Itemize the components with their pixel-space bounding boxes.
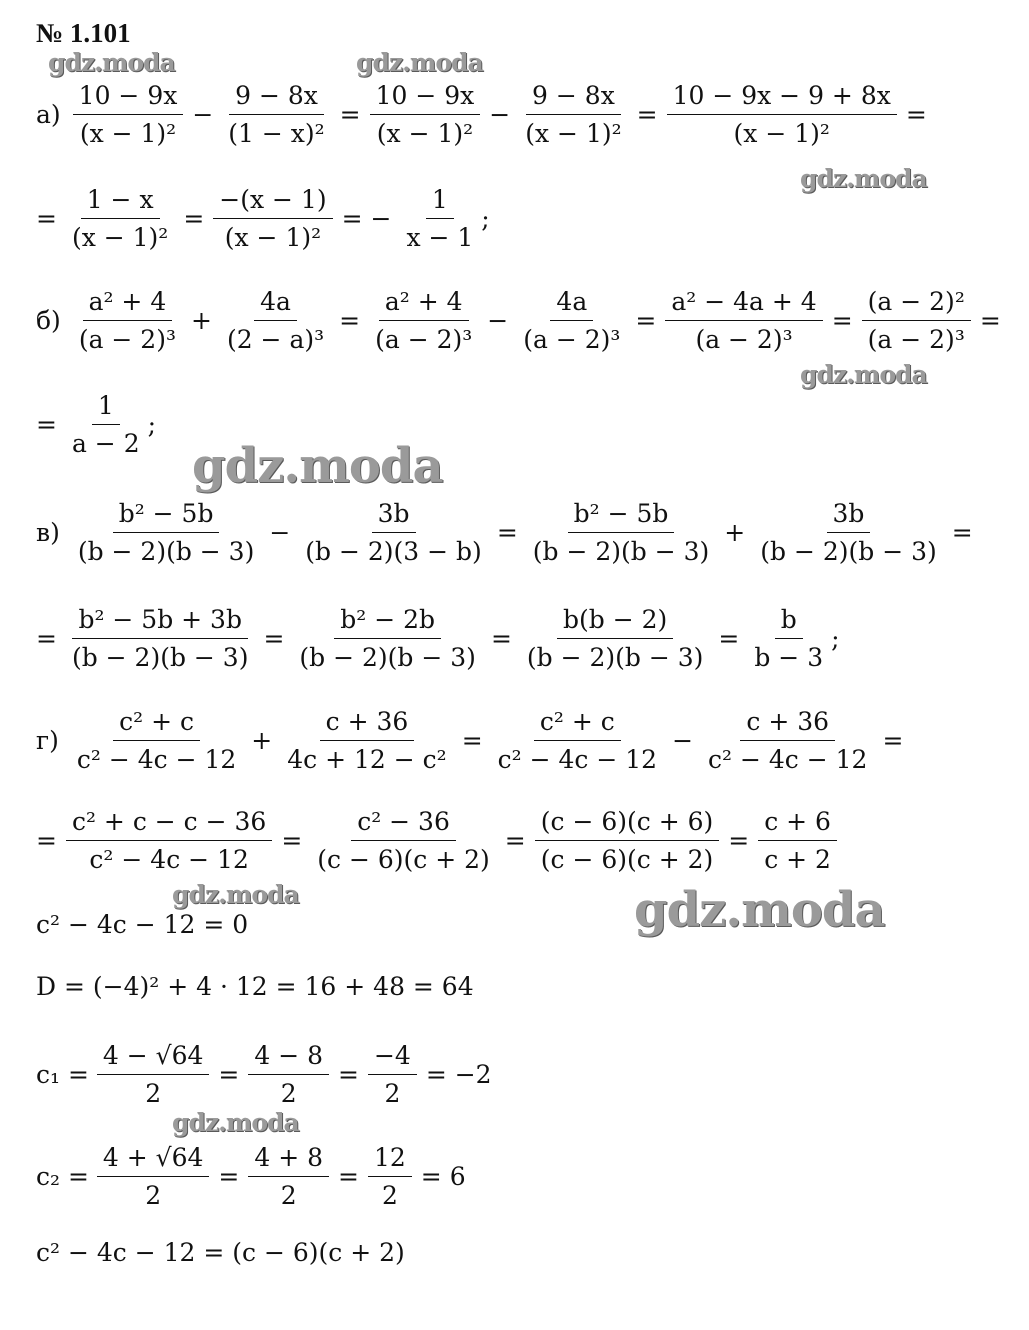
watermark: gdz.moda <box>192 438 443 494</box>
watermark: gdz.moda <box>172 1108 299 1137</box>
fraction: $\frac{c + 6}{c + 2}$ <box>758 806 837 876</box>
fraction: $\frac{3b}{(b - 2)(3 - b)}$ <box>305 499 482 567</box>
fraction: $\frac{3b}{(b - 2)(b - 3)}$ <box>760 499 937 567</box>
watermark: gdz.moda <box>800 164 927 193</box>
fraction: $\frac{10 - 9x - 9 + 8x}{\text{(x − 1)²}}$ <box>667 80 897 150</box>
watermark: gdz.moda <box>172 880 299 909</box>
fraction: $\frac{\text{b² − 2b}}{(b - 2)(b - 3)}$ <box>299 605 476 673</box>
fraction: $\frac{4a}{\text{(2 − a)³}}$ <box>226 287 325 355</box>
fraction: $\frac{\text{b² − 5b + 3b}}{(b - 2)(b - 3)}$ <box>71 605 249 673</box>
part-v-line-2: = $\frac{\text{b² − 5b + 3b}}{(b - 2)(b - 3)}$ = $\frac{\text{b² − 2b}}{(b - 2)(b - 3)}$ = $\frac{b(b - 2)}{(b - 2)(b - 3)}$ = $\frac{b}{b - 3}$ ; <box>36 605 840 673</box>
fraction: $\frac{10 - 9x}{\text{(x − 1)²}}$ <box>370 80 481 150</box>
discriminant: D = (−4)² + 4 · 12 = 16 + 48 = 64 <box>36 972 474 1001</box>
fraction: $\frac{\text{b² − 5b}}{(b - 2)(b - 3)}$ <box>77 499 255 567</box>
fraction: $\frac{\text{c² − 36}}{(c - 6)(c + 2)}$ <box>317 807 490 875</box>
fraction: $\frac{c + 36}{\text{c² − 4c − 12}}$ <box>708 707 868 775</box>
fraction: $\frac{\text{c² + c}}{\text{c² − 4c − 12}}$ <box>76 707 237 775</box>
fraction: $\frac{4 - 8}{2}$ <box>248 1040 329 1110</box>
fraction: $\frac{10 - 9x}{\text{(x − 1)²}}$ <box>73 80 184 150</box>
fraction: $\frac{\text{b² − 5b}}{(b - 2)(b - 3)}$ <box>532 499 710 567</box>
watermark: gdz.moda <box>48 48 175 77</box>
part-a-line-2: = $\frac{1 - x}{\text{(x − 1)²}}$ = $\frac{-(x - 1)}{\text{(x − 1)²}}$ = − $\frac{1}{x - 1}$ ; <box>36 185 490 253</box>
fraction: $\frac{-4}{2}$ <box>368 1040 417 1110</box>
problem-number: № 1.101 <box>36 18 131 48</box>
fraction: $\frac{4a}{\text{(a − 2)³}}$ <box>523 287 621 355</box>
fraction: $\frac{(c - 6)(c + 6)}{(c - 6)(c + 2)}$ <box>535 806 720 876</box>
fraction: $\frac{c + 36}{\text{4c + 12 − c²}}$ <box>287 707 447 775</box>
fraction: $\frac{1}{x - 1}$ <box>406 185 474 253</box>
fraction: $\frac{12}{2}$ <box>368 1142 412 1212</box>
fraction: $\frac{b(b - 2)}{(b - 2)(b - 3)}$ <box>526 605 704 673</box>
part-b-line-1: б) $\frac{\text{a² + 4}}{\text{(a − 2)³}}$ + $\frac{4a}{\text{(2 − a)³}}$ = $\frac{\text{a² + 4}}{\text{(a − 2)³}}$ − $\frac{4a}{\text{(a − 2)³}}$ = $\frac{\text{a² − 4a + 4}}{\text{(a − 2)³}}$ = $\frac{\text{(a − 2)²}}{\text{(a − 2)³}}$ = <box>36 287 1001 355</box>
fraction: $\frac{\text{a² + 4}}{\text{(a − 2)³}}$ <box>78 287 176 355</box>
watermark: gdz.moda <box>356 48 483 77</box>
fraction: $\frac{4 + 8}{2}$ <box>248 1142 329 1212</box>
fraction: $\frac{\text{a² + 4}}{\text{(a − 2)³}}$ <box>375 287 473 355</box>
fraction: $\frac{b}{b - 3}$ <box>754 605 824 673</box>
fraction: $\frac{\text{c² + c − c − 36}}{\text{c² − 4c − 12}}$ <box>66 806 272 876</box>
part-label: б) <box>36 306 61 336</box>
root-c1: c₁ = $\frac{4 - √64}{2}$ = $\frac{4 - 8}{2}$ = $\frac{-4}{2}$ = −2 <box>36 1041 492 1109</box>
quadratic-equation: c² − 4c − 12 = 0 <box>36 910 249 939</box>
fraction: $\frac{\text{c² + c}}{\text{c² − 4c − 12}}$ <box>497 707 658 775</box>
part-g-line-2: = $\frac{\text{c² + c − c − 36}}{\text{c² − 4c − 12}}$ = $\frac{\text{c² − 36}}{(c - 6)(c + 2)}$ = $\frac{(c - 6)(c + 6)}{(c - 6)(c + 2)}$ = $\frac{c + 6}{c + 2}$ <box>36 806 839 876</box>
fraction: $\frac{1 - x}{\text{(x − 1)²}}$ <box>71 185 169 253</box>
fraction: $\frac{1}{a - 2}$ <box>71 391 140 459</box>
watermark: gdz.moda <box>800 360 927 389</box>
part-v-line-1: в) $\frac{\text{b² − 5b}}{(b - 2)(b - 3)}$ − $\frac{3b}{(b - 2)(3 - b)}$ = $\frac{\text{b² − 5b}}{(b - 2)(b - 3)}$ + $\frac{3b}{(b - 2)(b - 3)}$ = <box>36 499 973 567</box>
part-a-line-1: а) $\frac{10 - 9x}{\text{(x − 1)²}}$ − $\frac{9 - 8x}{\text{(1 − x)²}}$ = $\frac{10 - 9x}{\text{(x − 1)²}}$ − $\frac{9 - 8x}{\text{(x − 1)²}}$ = $\frac{10 - 9x - 9 + 8x}{\text{(x − 1)²}}$ = <box>36 81 927 149</box>
fraction: $\frac{9 - 8x}{\text{(1 − x)²}}$ <box>228 81 325 149</box>
fraction: $\frac{\text{(a − 2)²}}{\text{(a − 2)³}}$ <box>862 286 971 356</box>
fraction: $\frac{\text{a² − 4a + 4}}{\text{(a − 2)³}}$ <box>665 286 822 356</box>
watermark: gdz.moda <box>634 882 885 938</box>
fraction: $\frac{-(x - 1)}{\text{(x − 1)²}}$ <box>213 184 332 254</box>
fraction: $\frac{4 + √64}{2}$ <box>97 1142 210 1212</box>
fraction: $\frac{9 - 8x}{\text{(x − 1)²}}$ <box>525 81 622 149</box>
fraction: $\frac{4 - √64}{2}$ <box>97 1040 210 1110</box>
factored-form: c² − 4c − 12 = (c − 6)(c + 2) <box>36 1238 405 1267</box>
part-b-line-2: = $\frac{1}{a - 2}$ ; <box>36 391 157 459</box>
part-label: в) <box>36 518 60 548</box>
root-c2: c₂ = $\frac{4 + √64}{2}$ = $\frac{4 + 8}{2}$ = $\frac{12}{2}$ = 6 <box>36 1143 466 1211</box>
part-label: г) <box>36 726 59 756</box>
part-label: а) <box>36 100 61 130</box>
part-g-line-1: г) $\frac{\text{c² + c}}{\text{c² − 4c − 12}}$ + $\frac{c + 36}{\text{4c + 12 − c²}}$ = $\frac{\text{c² + c}}{\text{c² − 4c − 12}}$ − $\frac{c + 36}{\text{c² − 4c − 12}}$ = <box>36 707 904 775</box>
